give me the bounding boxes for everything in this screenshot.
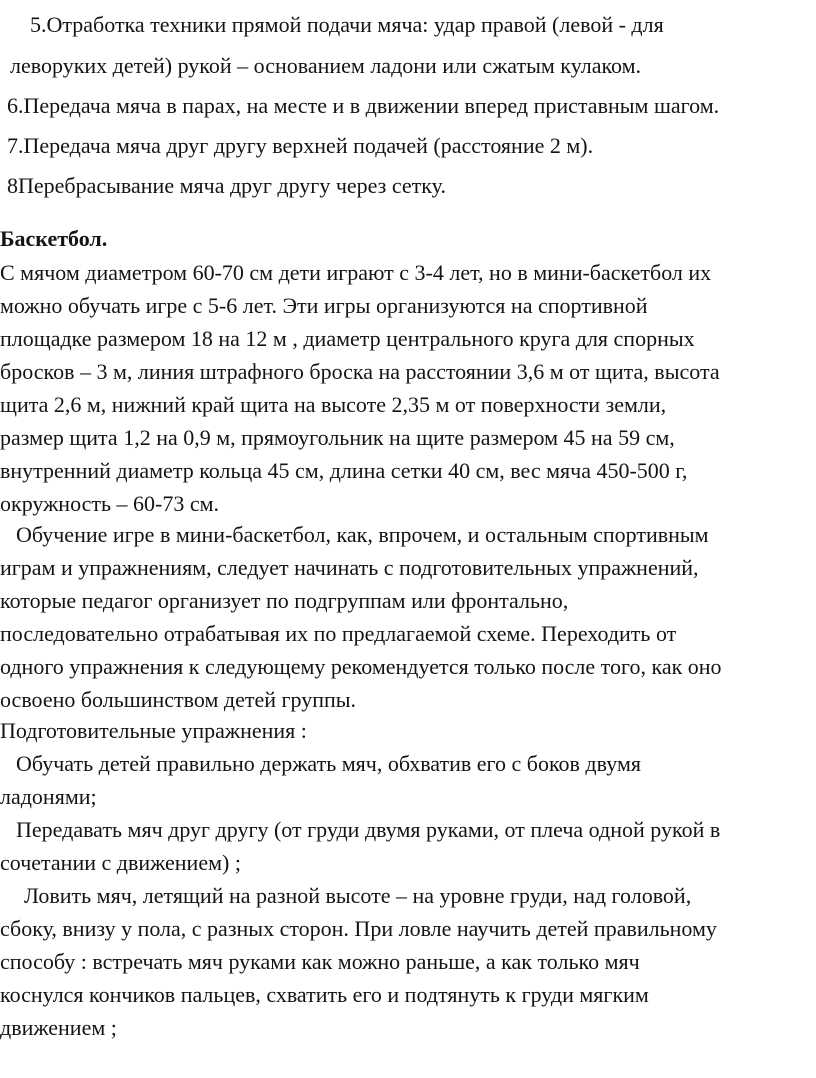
paragraph-line: играм и упражнениям, следует начинать с подготовительных упражнений, xyxy=(0,555,699,580)
paragraph-line: можно обучать игре с 5-6 лет. Эти игры организуются на спортивной xyxy=(0,293,648,318)
section-heading: Баскетбол. xyxy=(0,226,108,251)
exercise-line: Обучать детей правильно держать мяч, обхватив его с боков двумя xyxy=(16,751,642,776)
list-item-8: 8Перебрасывание мяча друг другу через сетку. xyxy=(7,173,446,198)
exercise-line: Ловить мяч, летящий на разной высоте – на уровне груди, над головой, xyxy=(24,883,692,908)
paragraph-line: окружность – 60-73 см. xyxy=(0,491,220,516)
paragraph-line: щита 2,6 м, нижний край щита на высоте 2,35 м от поверхности земли, xyxy=(0,392,667,417)
paragraph-line: которые педагог организует по подгруппам или фронтально, xyxy=(0,588,569,613)
paragraph-line: одного упражнения к следующему рекомендуется только после того, как оно xyxy=(0,654,722,679)
paragraph-line: размер щита 1,2 на 0,9 м, прямоугольник на щите размером 45 на 59 см, xyxy=(0,425,675,450)
paragraph-line: С мячом диаметром 60-70 см дети играют с 3-4 лет, но в мини-баскетбол их xyxy=(0,260,712,285)
list-item-7: 7.Передача мяча друг другу верхней подачей (расстояние 2 м). xyxy=(7,133,594,158)
list-item-5: 5.Отработка техники прямой подачи мяча: удар правой (левой - для xyxy=(30,12,664,37)
paragraph-line: освоено большинством детей группы. xyxy=(0,687,357,712)
paragraph-line: площадке размером 18 на 12 м , диаметр центрального круга для спорных xyxy=(0,326,695,351)
exercise-line: коснулся кончиков пальцев, схватить его и подтянуть к груди мягким xyxy=(0,982,649,1007)
subsection-label: Подготовительные упражнения : xyxy=(0,718,307,743)
exercise-line: Передавать мяч друг другу (от груди двумя руками, от плеча одной рукой в xyxy=(16,817,721,842)
exercise-line: сбоку, внизу у пола, с разных сторон. При ловле научить детей правильному xyxy=(0,916,717,941)
exercise-line: способу : встречать мяч руками как можно раньше, а как только мяч xyxy=(0,949,640,974)
list-item-5-continuation: леворуких детей) рукой – основанием ладони или сжатым кулаком. xyxy=(10,53,642,78)
list-item-6: 6.Передача мяча в парах, на месте и в движении вперед приставным шагом. xyxy=(7,93,720,118)
paragraph-line: последовательно отрабатывая их по предлагаемой схеме. Переходить от xyxy=(0,621,677,646)
paragraph-line: внутренний диаметр кольца 45 см, длина сетки 40 см, вес мяча 450-500 г, xyxy=(0,458,688,483)
exercise-line: ладонями; xyxy=(0,784,97,809)
exercise-line: сочетании с движением) ; xyxy=(0,850,241,875)
paragraph-line: Обучение игре в мини-баскетбол, как, впрочем, и остальным спортивным xyxy=(16,522,709,547)
exercise-line: движением ; xyxy=(0,1015,117,1040)
paragraph-line: бросков – 3 м, линия штрафного броска на расстоянии 3,6 м от щита, высота xyxy=(0,359,720,384)
